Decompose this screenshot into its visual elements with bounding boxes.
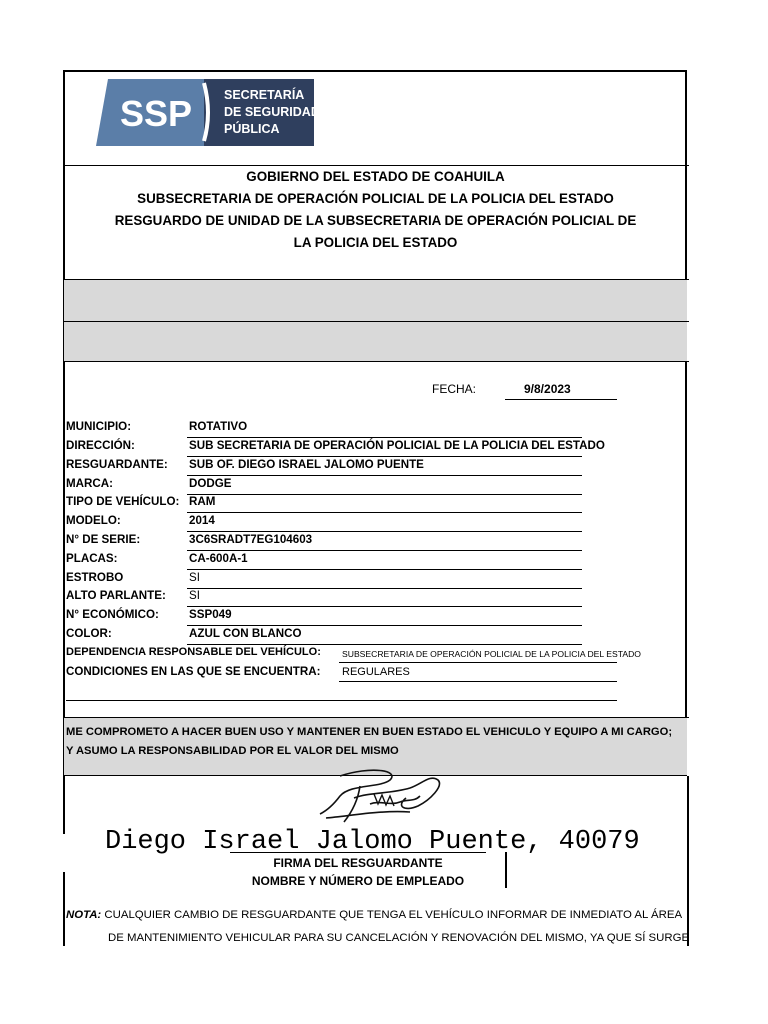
fecha-value: 9/8/2023 bbox=[524, 382, 571, 396]
field-label-color: COLOR: bbox=[66, 627, 112, 640]
grey-band-blank-2 bbox=[64, 322, 687, 361]
field-underline bbox=[187, 437, 582, 438]
signature-box-edge bbox=[505, 852, 507, 888]
field-label-resguardante: RESGUARDANTE: bbox=[66, 458, 168, 471]
document-header bbox=[64, 166, 687, 254]
right-border-segment bbox=[687, 776, 689, 946]
field-label-serie: N° DE SERIE: bbox=[66, 533, 141, 546]
field-underline bbox=[187, 531, 582, 532]
field-underline bbox=[187, 588, 582, 589]
field-value-placas: CA-600A-1 bbox=[189, 552, 248, 565]
field-value-marca: DODGE bbox=[189, 477, 232, 490]
field-underline bbox=[187, 644, 582, 645]
header-line: RESGUARDO DE UNIDAD DE LA SUBSECRETARIA DE OPERACIÓN POLICIAL DE bbox=[114, 213, 637, 228]
commitment-line: ME COMPROMETO A HACER BUEN USO Y MANTENER EN BUEN ESTADO EL VEHICULO Y EQUIPO A MI CARGO; bbox=[66, 726, 673, 738]
ssp-logo bbox=[96, 79, 314, 146]
condiciones-label: CONDICIONES EN LAS QUE SE ENCUENTRA: bbox=[66, 665, 321, 678]
field-label-tipo-vehiculo: TIPO DE VEHÍCULO: bbox=[66, 495, 180, 508]
left-border-segment bbox=[63, 872, 65, 946]
header-line: LA POLICIA DEL ESTADO bbox=[293, 235, 458, 250]
left-border-segment bbox=[63, 776, 65, 834]
nota-line-2: DE MANTENIMIENTO VEHICULAR PARA SU CANCELACIÓN Y RENOVACIÓN DEL MISMO, YA QUE SÍ SURGE bbox=[108, 932, 690, 944]
field-underline bbox=[187, 512, 582, 513]
field-label-modelo: MODELO: bbox=[66, 514, 121, 527]
field-underline bbox=[187, 550, 582, 551]
logo-text-line: DE SEGURIDAD bbox=[224, 105, 314, 119]
nota-label: NOTA: bbox=[66, 909, 102, 921]
field-label-economico: N° ECONÓMICO: bbox=[66, 608, 159, 621]
fecha-label: FECHA: bbox=[432, 382, 477, 396]
field-value-tipo-vehiculo: RAM bbox=[189, 495, 216, 508]
grey-band-blank-1 bbox=[64, 280, 687, 321]
dependencia-label: DEPENDENCIA RESPONSABLE DEL VEHÍCULO: bbox=[66, 646, 321, 658]
logo-brand-text: SSP bbox=[120, 93, 193, 134]
header-line: GOBIERNO DEL ESTADO DE COAHUILA bbox=[246, 169, 505, 184]
field-label-placas: PLACAS: bbox=[66, 552, 118, 565]
handwritten-signature bbox=[300, 766, 450, 830]
typed-signature-name: Diego Israel Jalomo Puente, 40079 bbox=[105, 827, 640, 857]
nota-line-1 bbox=[66, 909, 682, 921]
field-label-marca: MARCA: bbox=[66, 477, 114, 490]
field-value-direccion: SUB SECRETARIA DE OPERACIÓN POLICIAL DE LA POLICIA DEL ESTADO bbox=[189, 439, 605, 452]
field-underline bbox=[187, 456, 582, 457]
field-label-alto-parlante: ALTO PARLANTE: bbox=[66, 589, 166, 602]
field-value-economico: SSP049 bbox=[189, 608, 232, 621]
dependencia-underline bbox=[339, 662, 617, 663]
field-value-color: AZUL CON BLANCO bbox=[189, 627, 302, 640]
field-label-municipio: MUNICIPIO: bbox=[66, 420, 132, 433]
field-underline bbox=[187, 569, 582, 570]
field-label-direccion: DIRECCIÓN: bbox=[66, 439, 135, 452]
field-value-estrobo: SI bbox=[189, 571, 200, 584]
field-underline bbox=[187, 625, 582, 626]
field-value-serie: 3C6SRADT7EG104603 bbox=[189, 533, 313, 546]
dependencia-value: SUBSECRETARIA DE OPERACIÓN POLICIAL DE LA POLICIA DEL ESTADO bbox=[342, 649, 641, 659]
condiciones-underline bbox=[339, 681, 617, 682]
fecha-underline bbox=[505, 399, 617, 400]
field-value-resguardante: SUB OF. DIEGO ISRAEL JALOMO PUENTE bbox=[189, 458, 424, 471]
field-underline bbox=[187, 475, 582, 476]
header-line: SUBSECRETARIA DE OPERACIÓN POLICIAL DE LA POLICIA DEL ESTADO bbox=[137, 191, 614, 206]
commitment-text bbox=[66, 723, 672, 761]
condiciones-value: REGULARES bbox=[342, 666, 410, 678]
logo-text-line: PÚBLICA bbox=[224, 122, 280, 136]
commitment-line: Y ASUMO LA RESPONSABILIDAD POR EL VALOR DEL MISMO bbox=[66, 745, 399, 757]
field-underline bbox=[187, 494, 582, 495]
field-underline bbox=[187, 606, 582, 607]
signature-caption bbox=[230, 854, 486, 890]
field-value-municipio: ROTATIVO bbox=[189, 420, 248, 433]
divider bbox=[63, 361, 689, 362]
signature-caption-line: FIRMA DEL RESGUARDANTE bbox=[273, 856, 443, 870]
field-label-estrobo: ESTROBO bbox=[66, 571, 124, 584]
field-value-modelo: 2014 bbox=[189, 514, 215, 527]
field-value-alto-parlante: SI bbox=[189, 589, 200, 602]
signature-caption-line: NOMBRE Y NÚMERO DE EMPLEADO bbox=[251, 874, 465, 888]
blank-underline bbox=[66, 700, 617, 701]
logo-text-line: SECRETARÍA bbox=[224, 88, 305, 102]
nota-text: CUALQUIER CAMBIO DE RESGUARDANTE QUE TENGA EL VEHÍCULO INFORMAR DE INMEDIATO AL ÁREA bbox=[104, 909, 683, 921]
